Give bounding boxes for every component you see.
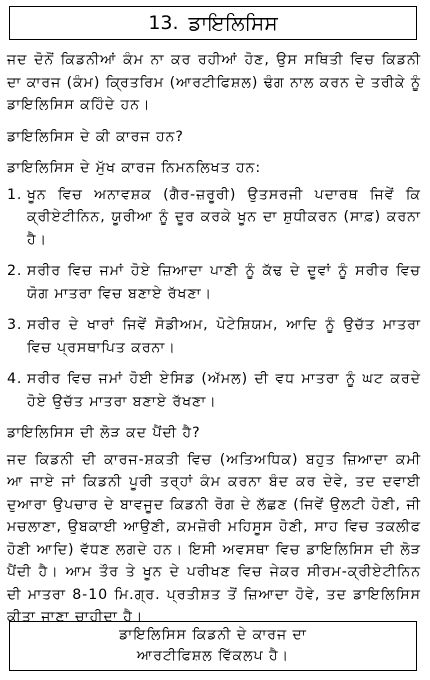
list-item-number: 3. <box>7 317 23 333</box>
chapter-body <box>7 49 421 629</box>
list-item-text: ਸਰੀਰ ਦੇ ਖਾਰਾਂ ਜਿਵੇਂ ਸੋਡੀਅਮ, ਪੋਟੇਸ਼ਿਯਮ, ਆਦਿ ਨੂੰ ਉਚੱਤ ਮਾਤਰਾ ਵਿਚ ਪ੍ਰਸਥਾਪਿਤ ਕਰਨਾ। <box>27 317 421 356</box>
list-item-number: 2. <box>7 263 23 279</box>
list-item <box>7 184 421 252</box>
when-needed-paragraph: ਜਦ ਕਿਡਨੀ ਦੀ ਕਾਰਜ-ਸ਼ਕਤੀ ਵਿਚ (ਅਤਿਅਧਿਕ) ਬਹੁਤ ਜ਼ਿਆਦਾ ਕਮੀ ਆ ਜਾਏ ਜਾਂ ਕਿਡਨੀ ਪੂਰੀ ਤਰ੍ਹਾਂ ਕੰਮ ਕਰਨਾ ਬੰਦ ਕਰ ਦੇਵੇ, ਤਦ ਦਵਾਈ ਦੁਆਰਾ ਉਪਚਾਰ ਦੇ ਬਾਵਜੂਦ ਕਿਡਨੀ ਰੋਗ ਦੇ ਲੱਛਣ (ਜਿਵੇਂ ਉਲਟੀ ਹੋਣੀ, ਜੀ ਮਚਲਾਣਾ, ਉਬਕਾਈ ਆਉਣੀ, ਕਮਜ਼ੋਰੀ ਮਹਿਸੂਸ ਹੋਣੀ, ਸਾਹ ਵਿਚ ਤਕਲੀਫ ਹੋਣੀ ਆਦਿ) ਵੱਧਣ ਲਗਦੇ ਹਨ। ਇਸੀ ਅਵਸਥਾ ਵਿਚ ਡਾਇਲਿਸਿਸ ਦੀ ਲੋੜ ਪੈਂਦੀ ਹੈ। ਆਮ ਤੌਰ ਤੇ ਖੂਨ ਦੇ ਪਰੀਖਣ ਵਿਚ ਜੇਕਰ ਸੀਰਮ-ਕ੍ਰੀਏਟੀਨਿਨ ਦੀ ਮਾਤਰਾ 8-10 ਮਿ.ਗ੍ਰ. ਪ੍ਰਤੀਸ਼ਤ ਤੋਂ ਜ਼ਿਆਦਾ ਹੋਵੇ, ਤਦ ਡਾਇਲਿਸਿਸ ਕੀਤਾ ਜਾਣਾ ਚਾਹੀਦਾ ਹੈ। <box>7 451 421 625</box>
list-item-number: 1. <box>7 186 23 203</box>
list-item <box>7 260 421 305</box>
list-item-number: 4. <box>7 371 23 387</box>
chapter-number: 13. <box>148 12 179 34</box>
list-item <box>7 314 421 359</box>
functions-heading: ਡਾਇਲਿਸਿਸ ਦੇ ਮੁੱਖ ਕਾਰਜ ਨਿਮਨਲਿਖਤ ਹਨ: <box>7 160 262 176</box>
chapter-title-box <box>9 6 417 40</box>
callout-line-2: ਆਰਟੀਫਿਸ਼ਲ ਵਿੱਕਲਪ ਹੈ। <box>136 648 290 664</box>
list-item-text: ਸਰੀਰ ਵਿਚ ਜਮਾਂ ਹੋਏ ਜ਼ਿਆਦਾ ਪਾਣੀ ਨੂੰ ਕੱਢ ਦੇ ਦੂਵਾਂ ਨੂੰ ਸਰੀਰ ਵਿਚ ਯੋਗ ਮਾਤਰਾ ਵਿਚ ਬਣਾਏ ਰੱਖਣਾ। <box>27 263 421 302</box>
section-question-functions: ਡਾਇਲਿਸਿਸ ਦੇ ਕੀ ਕਾਰਜ ਹਨ? <box>7 128 184 145</box>
chapter-title: ਡਾਇਲਿਸਿਸ <box>188 11 278 35</box>
list-item-text: ਖੂਨ ਵਿਚ ਅਨਾਵਸ਼ਕ (ਗੈਰ-ਜ਼ਰੂਰੀ) ਉਤਸਰਜੀ ਪਦਾਰਥ ਜਿਵੇਂ ਕਿ ਕ੍ਰੀਏਟੀਨਿਨ, ਯੂਰੀਆ ਨੂੰ ਦੂਰ ਕਰਕੇ ਖੂਨ ਦਾ ਸ਼ੁਧੀਕਰਨ (ਸਾਫ਼) ਕਰਨਾ ਹੈ। <box>27 186 421 248</box>
functions-list <box>7 184 421 414</box>
section-question-when-needed: ਡਾਇਲਿਸਿਸ ਦੀ ਲੋੜ ਕਦ ਪੈਂਦੀ ਹੈ? <box>7 425 201 441</box>
list-item-text: ਸਰੀਰ ਵਿਚ ਜਮਾਂ ਹੋਈ ਏਸਿਡ (ਅੱਮਲ) ਦੀ ਵਧ ਮਾਤਰਾ ਨੂੰ ਘਟ ਕਰਦੇ ਹੋਏ ਉਚੱਤ ਮਾਤਰਾ ਬਣਾਏ ਰੱਖਣਾ। <box>27 371 421 410</box>
list-item <box>7 368 421 413</box>
summary-callout-box <box>9 621 417 671</box>
intro-paragraph: ਜਦ ਦੋਨੋਂ ਕਿਡਨੀਆਂ ਕੰਮ ਨਾ ਕਰ ਰਹੀਆਂ ਹੋਣ, ਉਸ ਸਥਿਤੀ ਵਿਚ ਕਿਡਨੀ ਦਾ ਕਾਰਜ (ਕੰਮ) ਕ੍ਰਿਤਰਿਮ (ਆਰਟੀਫਿਸ਼ਲ) ਢੰਗ ਨਾਲ ਕਰਨ ਦੇ ਤਰੀਕੇ ਨੂੰ ਡਾਇਲਿਸਿਸ ਕਹਿੰਦੇ ਹਨ। <box>7 52 422 113</box>
callout-line-1: ਡਾਇਲਿਸਿਸ ਕਿਡਨੀ ਦੇ ਕਾਰਜ ਦਾ <box>119 627 307 643</box>
